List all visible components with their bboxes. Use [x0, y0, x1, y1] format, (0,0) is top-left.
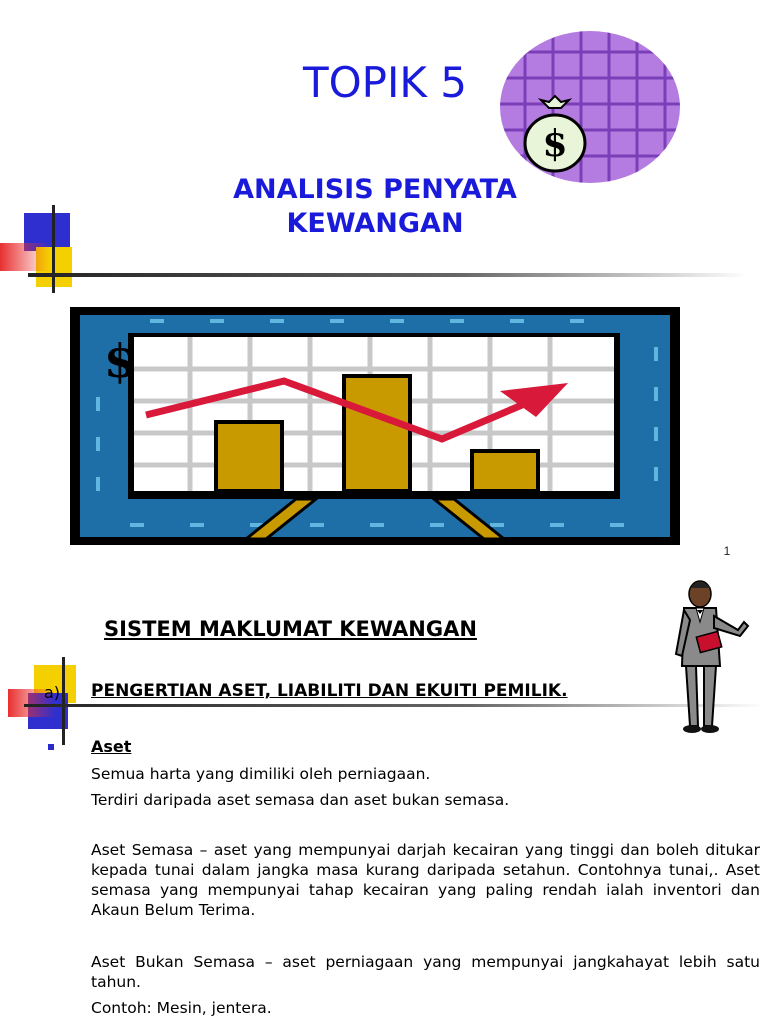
presenter-man-icon: [670, 576, 752, 738]
money-bag-globe-icon: [497, 30, 683, 185]
aset-types: Terdiri daripada aset semasa dan aset bukan semasa.: [91, 791, 510, 809]
contoh-line: Contoh: Mesin, jentera.: [91, 999, 272, 1017]
aset-semasa-paragraph: Aset Semasa – aset yang mempunyai darjah kecairan yang tinggi dan boleh ditukar kepada tunai dalam jangka masa kurang daripada setahun. Contohnya tunai,. Aset semasa yang mempunyai tahap kecairan yang paling rendah ialah inventori dan Akaun Belum Terima.: [91, 841, 760, 919]
slide-title: TOPIK 5: [302, 58, 468, 107]
slide-2: [0, 562, 768, 1024]
subtitle-line-1: ANALISIS PENYATA: [233, 174, 517, 205]
chart-bar-3: [472, 451, 538, 491]
title-underline-rule: [28, 273, 748, 278]
page-number: 1: [723, 544, 731, 558]
bar-chart-clipart-icon: [70, 307, 680, 545]
sub-heading: PENGERTIAN ASET, LIABILITI DAN EKUITI PEMILIK.: [91, 681, 568, 701]
bullet-marker: [48, 744, 54, 750]
svg-text:$: $: [542, 123, 568, 165]
aset-heading: Aset: [91, 737, 132, 756]
dollar-sign: $: [104, 334, 137, 388]
aset-definition: Semua harta yang dimiliki oleh perniagaan.: [91, 765, 431, 783]
corner-decoration: [0, 205, 95, 295]
heading-underline-rule: [24, 704, 764, 709]
section-title: SISTEM MAKLUMAT KEWANGAN: [104, 617, 477, 641]
aset-bukan-semasa-paragraph: Aset Bukan Semasa – aset perniagaan yang mempunyai jangkahayat lebih satu tahun.: [91, 953, 760, 991]
subtitle-line-2: KEWANGAN: [286, 208, 464, 239]
chart-bar-2: [344, 376, 410, 491]
corner-decoration: [8, 657, 98, 747]
chart-bar-1: [216, 422, 282, 491]
sub-marker: a): [44, 683, 61, 702]
